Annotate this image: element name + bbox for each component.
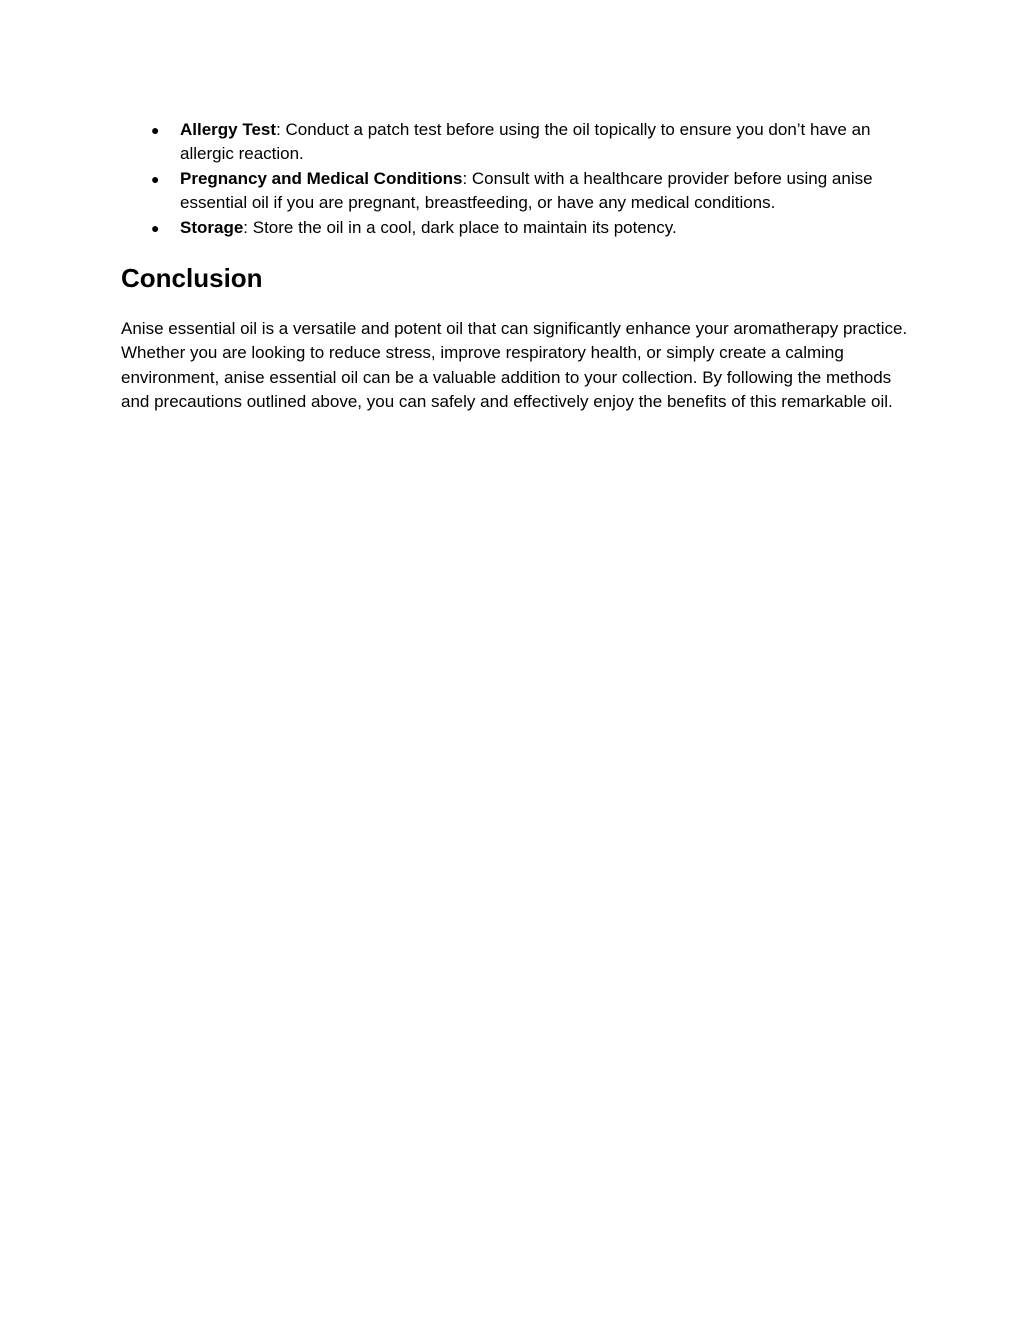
list-item-term: Storage <box>180 217 244 237</box>
list-item-text: : Conduct a patch test before using the oil topically to ensure you don’t have an allergic reaction. <box>180 120 871 164</box>
precautions-list <box>121 118 911 240</box>
list-item-term: Pregnancy and Medical Conditions <box>180 168 463 188</box>
list-item-text: : Consult with a healthcare provider before using anise essential oil if you are pregnant, breastfeeding, or have any medical conditions. <box>180 168 873 213</box>
list-item-term: Allergy Test <box>180 120 277 139</box>
document-page <box>121 118 911 412</box>
bullet-icon: ● <box>151 219 160 236</box>
section-heading: Conclusion <box>121 263 263 293</box>
list-item <box>121 118 911 167</box>
bullet-icon: ● <box>151 170 160 187</box>
list-item-text: : Store the oil in a cool, dark place to maintain its potency. <box>243 217 677 237</box>
list-item <box>121 216 911 240</box>
conclusion-paragraph: Anise essential oil is a versatile and potent oil that can significantly enhance your aromatherapy practice. Whether you are looking to reduce stress, improve respiratory health, or simply create a calming environment, anise essential oil can be a valuable addition to your collection. By following the methods and precautions outlined above, you can safely and effectively enjoy the benefits of this remarkable oil. <box>121 319 908 412</box>
list-item <box>121 167 911 216</box>
bullet-icon: ● <box>151 122 160 138</box>
